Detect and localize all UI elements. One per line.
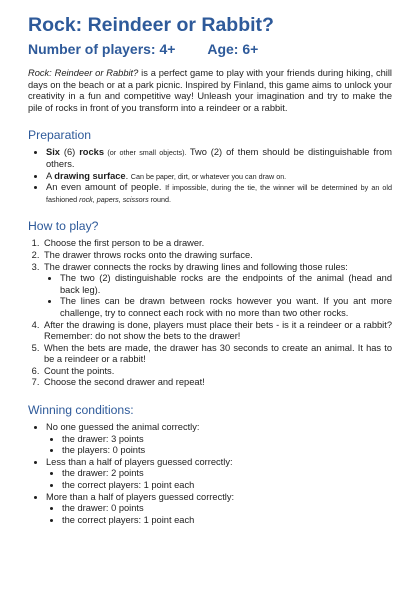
prep-people-rps: rock, papers, scissors xyxy=(79,194,149,204)
step-item: 6. Count the points. xyxy=(42,366,392,378)
prep-rocks-number: (6) xyxy=(59,147,80,158)
prep-rocks-count: Six xyxy=(46,147,60,158)
step-item: 1. Choose the first person to be a drawer. xyxy=(42,238,392,250)
prep-people-note-end: round. xyxy=(148,194,172,204)
win-condition xyxy=(46,457,392,492)
prep-item-surface xyxy=(46,171,392,183)
prep-surface-period: . xyxy=(125,170,131,181)
prep-surface-label: drawing surface xyxy=(54,170,126,181)
step-item: 4. After the drawing is done, players must place their bets - is it a reindeer or a rabbit? Remember: do not show the bets to the drawer! xyxy=(42,320,392,343)
win-condition-label: No one guessed the animal correctly: xyxy=(46,422,200,433)
points-item: • the correct players: 1 point each xyxy=(62,480,392,492)
points-item: • the drawer: 3 points xyxy=(62,434,392,446)
win-points xyxy=(46,503,392,526)
win-condition-label: More than a half of players guessed correctly: xyxy=(46,491,235,502)
step-item: 7. Choose the second drawer and repeat! xyxy=(42,377,392,389)
win-points xyxy=(46,434,392,457)
intro-game-name: Rock: Reindeer or Rabbit? xyxy=(28,68,139,78)
howto-heading: How to play? xyxy=(28,219,99,234)
step-item xyxy=(42,262,392,320)
page-title: Rock: Reindeer or Rabbit? xyxy=(28,14,274,36)
preparation-list xyxy=(28,147,392,205)
step-item: 5. When the bets are made, the drawer has 30 seconds to create an animal. It has to be a reindeer or a rabbit! xyxy=(42,343,392,366)
prep-surface-prefix: A xyxy=(46,170,55,181)
winning-list xyxy=(28,422,392,526)
prep-surface-note: Can be paper, dirt, or whatever you can draw on. xyxy=(130,171,287,181)
win-points xyxy=(46,468,392,491)
step-item: 2. The drawer throws rocks onto the drawing surface. xyxy=(42,250,392,262)
prep-rocks-text: Two (2) of them should be distinguishable from others. xyxy=(46,147,392,169)
players-count: Number of players: 4+ xyxy=(28,41,176,57)
step-text: The drawer connects the rocks by drawing lines and following those rules: xyxy=(44,261,348,272)
game-info xyxy=(28,40,392,58)
win-condition xyxy=(46,492,392,527)
prep-item-rocks xyxy=(46,147,392,170)
intro-paragraph xyxy=(28,68,392,114)
prep-rocks-label: rocks xyxy=(79,147,104,158)
prep-people-text: An even amount of people. xyxy=(46,182,166,193)
age-requirement: Age: 6+ xyxy=(207,41,259,57)
prep-rocks-note: (or other small objects). xyxy=(104,148,190,158)
prep-people-note: If impossible, during the tie, the winner will be determined by an old fashioned xyxy=(46,183,392,204)
intro-text: is a perfect game to play with your friends during hiking, chill days on the beach or at a park picnic. Inspired by Finland, this game aims to unlock your creativity in a fun and competitive way! Unleash your imagination and try to make the pile of rocks in front of you transform into a reindeer or a rabbit. xyxy=(28,68,392,113)
rule-item: • The lines can be drawn between rocks however you want. If you ant more challenge, try to connect each rock with no more than two other rocks. xyxy=(60,296,392,319)
preparation-heading: Preparation xyxy=(28,128,92,143)
points-item: • the players: 0 points xyxy=(62,445,392,457)
points-item: • the correct players: 1 point each xyxy=(62,515,392,527)
points-item: • the drawer: 2 points xyxy=(62,468,392,480)
rules-list xyxy=(44,273,392,319)
rule-item: • The two (2) distinguishable rocks are the endpoints of the animal (head and back leg). xyxy=(60,273,392,296)
howto-steps xyxy=(28,238,392,389)
points-item: • the drawer: 0 points xyxy=(62,503,392,515)
win-condition-label: Less than a half of players guessed correctly: xyxy=(46,456,233,467)
winning-heading: Winning conditions: xyxy=(28,403,134,418)
win-condition xyxy=(46,422,392,457)
prep-item-people xyxy=(46,182,392,205)
